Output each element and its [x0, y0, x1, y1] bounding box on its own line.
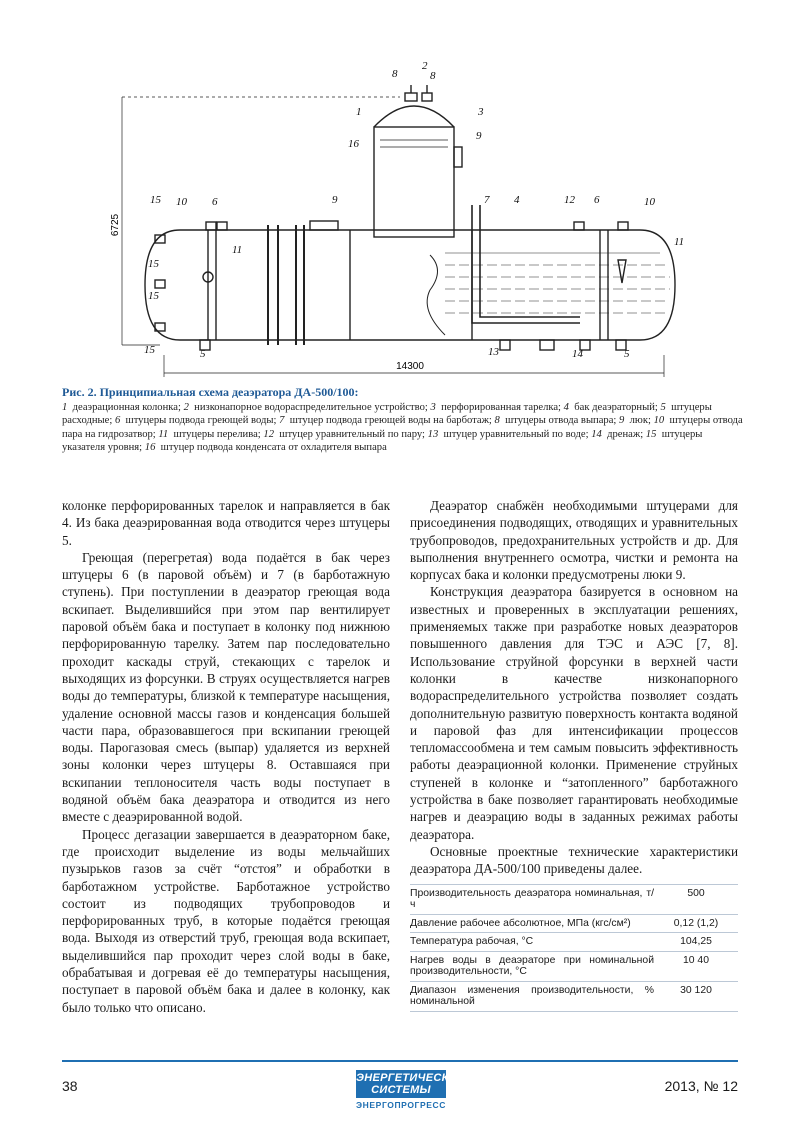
table-row	[410, 933, 738, 952]
paragraph: Процесс дегазации завершается в деаэраторном баке, где происходит выделение из воды мельчайших пузырьков газов за счёт “отстоя” и обработки в барботажном устройстве. Барботажное устройство состоит из подводящих трубопроводов и перфорированных труб, в которые подаётся греющая вода. Выходя из отверстий труб, греющая вода вскипает, выделившийся пар проходит через слой воды в баке, обрабатывая и догревая её до температуры насыщения, поступает в паровой объём бака и далее в колонку, как было только что описано.	[62, 826, 390, 1015]
legend-text: штуцер уравнительный по пару;	[279, 428, 425, 440]
callout-14: 14	[572, 348, 583, 360]
callout-3: 3	[478, 106, 484, 118]
paragraph: Основные проектные технические характеристики деаэратора ДА-500/100 приведены далее.	[410, 843, 738, 877]
callout-12: 12	[564, 194, 575, 206]
table-row	[410, 981, 738, 1011]
spec-value: 30 120	[656, 981, 738, 1011]
paragraph: Деаэратор снабжён необходимыми штуцерами для присоединения подводящих, отводящих и уравнительных трубопроводов, предохранительных устройств и др. Для выполнения внутреннего осмотра, чистки и ремонта на корпусах бака и колонки предусмотрены люки 9.	[410, 498, 738, 583]
legend-number: 6	[114, 415, 121, 427]
spec-label: Производительность деаэратора номинальная, т/ч	[410, 884, 656, 914]
legend-text: штуцеры отвода пара на гидрозатвор;	[62, 415, 743, 440]
legend-number: 9	[619, 415, 625, 427]
left-column	[62, 497, 390, 1016]
spec-label: Температура рабочая, °С	[410, 933, 656, 952]
legend-text: штуцер подвода конденсата от охладителя выпара	[160, 441, 387, 453]
callout-9-tank: 9	[332, 194, 338, 206]
legend-number: 14	[591, 428, 602, 440]
callout-5-right: 5	[624, 348, 630, 360]
legend-number: 8	[494, 415, 500, 427]
figure-caption	[62, 386, 744, 454]
paragraph: Греющая (перегретая) вода подаётся в бак через штуцеры 6 (в паровой объём) и 7 (в барботажную ступень). При поступлении в деаэратор греющая вода вскипает. Выделившийся при этом пар вентилирует паровой объём бака и поступает в колонку под нижнюю перфорированную тарелку. Затем пар последовательно проходит каскады струй, стекающих с тарелок и выходящих из форсунки. В струях осуществляется нагрев воды до температуры, близкой к температуре насыщения, удаление основной массы газов и конденсация большей части пара, образовавшегося при вскипании греющей воды. Парогазовая смесь (выпар) удаляется из верхней зоны колонки через штуцеры 8. Оставшаяся при вскипании теплоносителя часть воды поступает в водяной объём бака деаэратора и отводится из него вместе с деаэрированной водой.	[62, 549, 390, 825]
caption-title: Рис. 2. Принципиальная схема деаэратора ДА-500/100:	[62, 385, 359, 399]
callout-11-left: 11	[232, 244, 243, 256]
callout-8-top-b: 8	[430, 70, 436, 82]
legend-number: 11	[158, 428, 169, 440]
legend-text: штуцеры подвода греющей воды;	[125, 415, 277, 427]
callout-1: 1	[356, 106, 362, 118]
table-row	[410, 884, 738, 914]
spec-value: 500	[656, 884, 738, 914]
paragraph: колонке перфорированных тарелок и направляется в бак 4. Из бака деаэрированная вода отводится через штуцеры 5.	[62, 498, 390, 548]
legend-number: 12	[263, 428, 274, 440]
column-dome	[374, 106, 454, 127]
callout-10-right: 10	[644, 196, 655, 208]
callout-10-left: 10	[176, 196, 187, 208]
legend-number: 16	[144, 441, 156, 453]
spec-table	[410, 884, 738, 1012]
issue-number: 2013, № 12	[664, 1078, 738, 1094]
footer-rule	[62, 1060, 738, 1062]
logo-title: ЭНЕРГЕТИЧЕСКИЕ СИСТЕМЫ	[356, 1072, 465, 1096]
callout-5-left: 5	[200, 348, 206, 360]
legend-text: штуцеры отвода выпара;	[505, 415, 617, 427]
paragraph: Конструкция деаэратора базируется в основном на известных и проверенных в эксплуатации решениях, применяемых также при разработке новых деаэраторов повышенного давления для ТЭС и АЭС [7, 8]. Использование струйной форсунки в верхней части колонки в качестве низконапорного водораспределительного устройства позволяет создать дополнительную развитую поверхность контакта водяной и паровой фаз для интенсификации процессов тепломассообмена и тем самым повысить эффективность работы деаэрационной колонки. Применение струйных ступеней в колонке и “затопленного” барботажного устройства в баке позволяет гарантировать необходимые нагрев и деаэрацию воды в заданных режимах работы деаэратора.	[410, 584, 738, 842]
page-number: 38	[62, 1078, 78, 1094]
legend-number: 13	[427, 428, 439, 440]
callout-15-c: 15	[148, 290, 159, 302]
table-row	[410, 951, 738, 981]
legend-text: дренаж;	[607, 428, 644, 440]
legend-text: люк;	[629, 415, 651, 427]
dimension-height: 6725	[110, 213, 121, 237]
logo-subtitle: ЭНЕРГОПРОГРЕСС	[356, 1100, 446, 1110]
callout-8-top: 8	[392, 68, 398, 80]
legend-number: 1	[62, 402, 68, 414]
caption-legend	[62, 402, 743, 453]
spec-label: Давление рабочее абсолютное, МПа (кгс/см²)	[410, 914, 656, 933]
spec-label: Диапазон изменения производительности, % номинальной	[410, 981, 656, 1011]
legend-text: бак деаэраторный;	[574, 402, 658, 414]
callout-15-a: 15	[150, 194, 161, 206]
callout-9-column: 9	[476, 130, 482, 142]
callout-6-left: 6	[212, 196, 218, 208]
spec-value: 10 40	[656, 951, 738, 981]
dimension-length: 14300	[396, 361, 424, 372]
callout-7: 7	[484, 194, 490, 206]
legend-number: 4	[563, 402, 569, 414]
legend-text: штуцеры расходные;	[62, 402, 712, 427]
callout-6-right: 6	[594, 194, 600, 206]
legend-text: штуцер подвода греющей воды на барботаж;	[289, 415, 492, 427]
right-column	[410, 497, 738, 1012]
legend-number: 15	[645, 428, 657, 440]
legend-text: штуцеры перелива;	[173, 428, 261, 440]
legend-number: 5	[660, 402, 666, 414]
callout-15-b: 15	[148, 258, 159, 270]
spec-value: 104,25	[656, 933, 738, 952]
deaerator-schematic	[100, 55, 720, 385]
callout-2: 2	[422, 60, 428, 72]
callout-11-right: 11	[674, 236, 685, 248]
legend-number: 2	[183, 402, 189, 414]
table-row	[410, 914, 738, 933]
callout-16: 16	[348, 138, 359, 150]
legend-text: штуцеры указателя уровня;	[62, 428, 703, 453]
legend-text: деаэрационная колонка;	[72, 402, 181, 414]
callout-13: 13	[488, 346, 499, 358]
callout-15-d: 15	[144, 344, 155, 356]
journal-logo	[356, 1070, 465, 1110]
callout-4: 4	[514, 194, 520, 206]
legend-number: 3	[430, 402, 436, 414]
legend-text: штуцер уравнительный по воде;	[443, 428, 589, 440]
legend-number: 10	[653, 415, 665, 427]
spec-label: Нагрев воды в деаэраторе при номинальной производительности, °С	[410, 951, 656, 981]
legend-text: низконапорное водораспределительное устройство;	[194, 402, 428, 414]
legend-number: 7	[279, 415, 285, 427]
tank-body	[145, 230, 675, 340]
legend-text: перфорированная тарелка;	[441, 402, 562, 414]
column-body	[374, 127, 454, 237]
spec-value: 0,12 (1,2)	[656, 914, 738, 933]
